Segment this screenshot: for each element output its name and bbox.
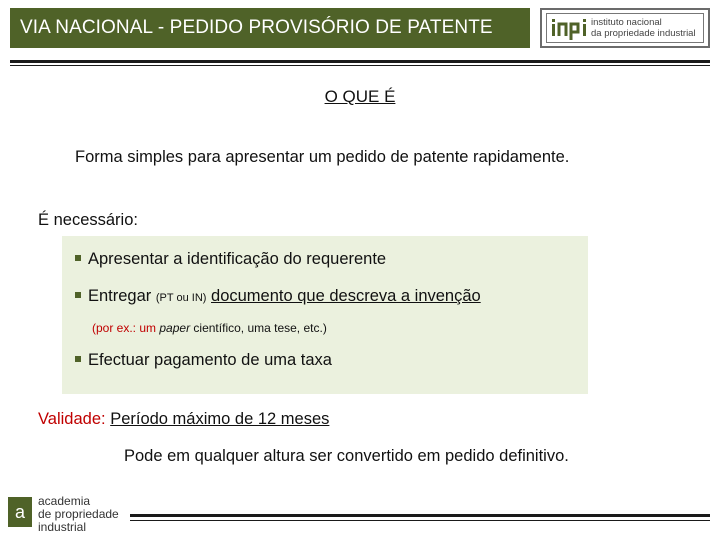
inpi-logo-line2: da propriedade industrial: [591, 28, 696, 39]
slide-title-bar: [10, 8, 530, 48]
requirement-example: [92, 321, 327, 335]
validity-line: [38, 410, 329, 429]
requirement-item-2-qualifier: (PT ou IN): [155, 292, 207, 304]
academia-logo-icon: a: [8, 497, 32, 527]
slide-title: VIA NACIONAL - PEDIDO PROVISÓRIO DE PATENTE: [20, 17, 493, 38]
header-divider-thin: [10, 65, 710, 66]
requirement-item-2: [75, 287, 481, 306]
inpi-logo: [540, 8, 710, 48]
example-italic: paper: [159, 321, 191, 335]
requirement-item-1: [75, 250, 386, 269]
requirement-item-3: [75, 351, 332, 370]
header-divider: [10, 60, 710, 63]
academia-line3: industrial: [38, 520, 87, 534]
example-prefix: (por ex.: um: [92, 321, 157, 335]
inpi-logo-text: [591, 17, 696, 39]
inpi-logo-line1: instituto nacional: [591, 17, 662, 28]
requirements-label: É necessário:: [38, 211, 138, 229]
example-suffix: científico, uma tese, etc.): [193, 321, 327, 335]
validity-value: Período máximo de 12 meses: [110, 410, 330, 428]
academia-logo: [8, 495, 119, 534]
inpi-logo-icon: [547, 14, 591, 42]
validity-note: Pode em qualquer altura ser convertido em pedido definitivo.: [124, 447, 569, 465]
academia-line1: academia: [38, 494, 91, 508]
bullet-square-icon: [75, 356, 81, 362]
requirement-item-1-text: Apresentar a identificação do requerente: [88, 250, 387, 268]
footer-divider: [130, 514, 710, 517]
academia-logo-text: [38, 495, 119, 534]
footer-divider-thin: [130, 520, 710, 521]
requirement-item-2-end: documento que descreva a invenção: [211, 287, 481, 305]
section-heading: O QUE É: [324, 87, 396, 106]
intro-text: Forma simples para apresentar um pedido de patente rapidamente.: [75, 148, 570, 166]
bullet-square-icon: [75, 292, 81, 298]
bullet-square-icon: [75, 255, 81, 261]
validity-label: Validade:: [38, 410, 106, 428]
academia-line2: de propriedade: [38, 507, 119, 521]
requirement-item-2-start: Entregar: [88, 287, 152, 305]
requirement-item-3-text: Efectuar pagamento de uma taxa: [88, 351, 332, 369]
inpi-logo-frame: [546, 13, 704, 43]
